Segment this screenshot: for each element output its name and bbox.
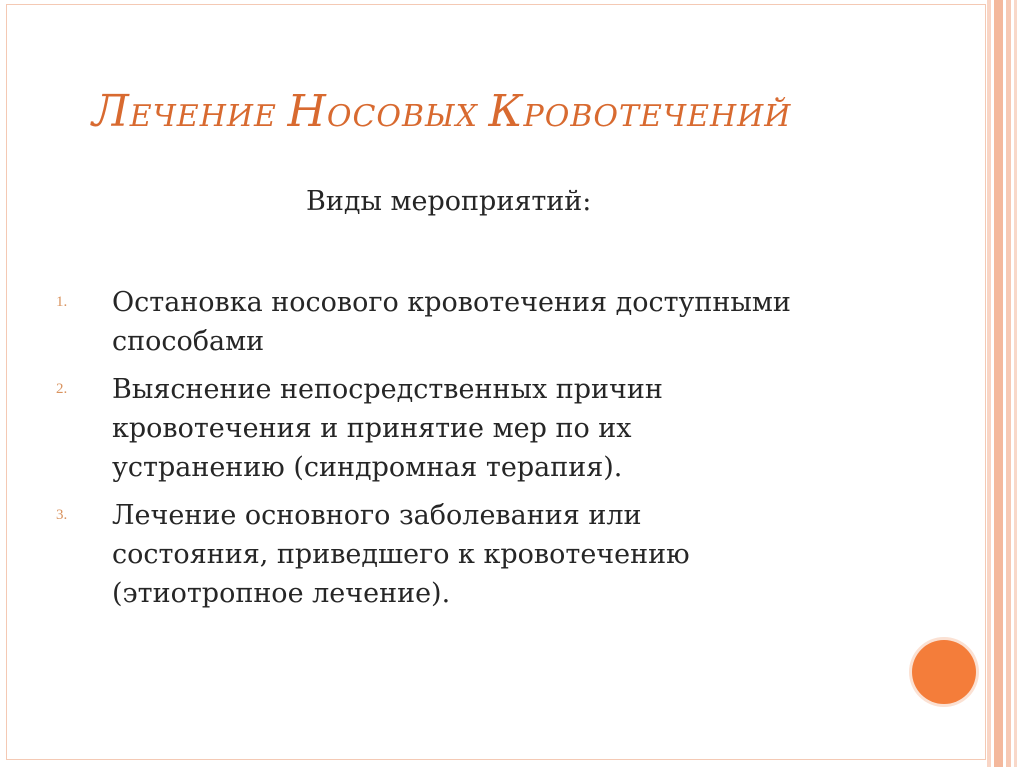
list-number: 2. <box>56 381 68 397</box>
list-item-line: способами <box>112 326 265 357</box>
numbered-list <box>56 283 916 622</box>
decorative-stripe <box>987 0 991 767</box>
list-item <box>56 370 916 487</box>
slide-subtitle: Виды мероприятий: <box>306 186 592 217</box>
orange-circle-icon <box>912 640 976 704</box>
list-number: 1. <box>56 294 68 310</box>
list-item-line: устранению (синдромная терапия). <box>112 452 623 483</box>
list-number: 3. <box>56 507 68 523</box>
list-item-line: Лечение основного заболевания или <box>112 500 642 531</box>
decorative-stripe <box>1014 0 1017 767</box>
list-item-line: состояния, приведшего к кровотечению <box>112 539 690 570</box>
list-item-line: Остановка носового кровотечения доступными <box>112 287 791 318</box>
decorative-stripe <box>994 0 1003 767</box>
list-item-line: кровотечения и принятие мер по их <box>112 413 632 444</box>
list-item <box>56 496 916 613</box>
slide-title: ЛЕЧЕНИЕ НОСОВЫХ КРОВОТЕЧЕНИЙ <box>92 86 792 137</box>
list-item-line: (этиотропное лечение). <box>112 578 451 609</box>
list-item-line: Выяснение непосредственных причин <box>112 374 663 405</box>
list-item <box>56 283 916 361</box>
decorative-stripe <box>1006 0 1011 767</box>
